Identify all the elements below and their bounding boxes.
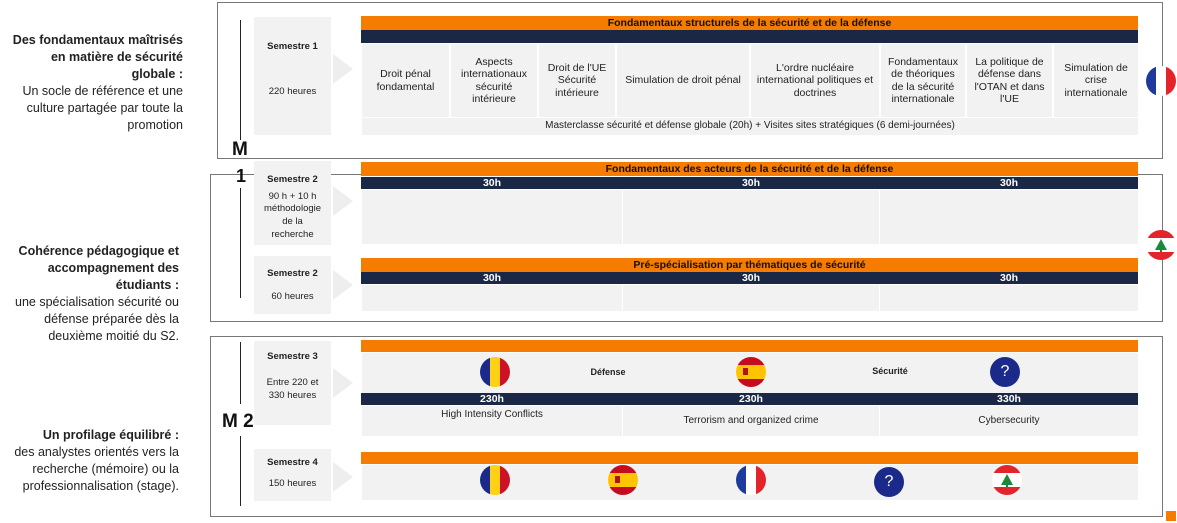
s2a-col-3-hours: 30h bbox=[999, 177, 1019, 189]
left-block-3-text: des analystes orientés vers la recherche (mémoire) ou la professionnalisation (stage). bbox=[14, 445, 179, 493]
s2b-col-1-hours: 30h bbox=[482, 272, 502, 284]
semester-1-arrow bbox=[333, 54, 353, 84]
s2a-col-3 bbox=[880, 190, 1138, 244]
left-block-1-text: Un socle de référence et une culture partagée par toute la promotion bbox=[22, 84, 183, 132]
s1-footer: Masterclasse sécurité et défense globale (20h) + Visites sites stratégiques (6 demi-journées) bbox=[362, 118, 1138, 135]
semester-3-title: Semestre 3 bbox=[267, 351, 318, 362]
s2a-banner: Fondamentaux des acteurs de la sécurité et de la défense bbox=[361, 162, 1138, 176]
semester-2a-hours-line1: 90 h + 10 h bbox=[268, 191, 317, 202]
semester-4-box bbox=[254, 449, 331, 501]
semester-2b-hours: 60 heures bbox=[271, 291, 314, 302]
s2b-col-2 bbox=[623, 285, 879, 311]
s4-unknown-flag-text: ? bbox=[884, 473, 894, 490]
s3-track-3: Cybersecurity bbox=[880, 406, 1138, 436]
m2-line-top bbox=[240, 342, 241, 404]
s2b-col-2-hours: 30h bbox=[741, 272, 761, 284]
semester-2a-title: Semestre 2 bbox=[267, 174, 318, 185]
semester-2b-arrow bbox=[333, 270, 353, 300]
s4-spain-flag-icon bbox=[608, 465, 638, 495]
s1-course-7: La politique de défense dans l'OTAN et dans l'UE bbox=[967, 44, 1052, 117]
left-block-2 bbox=[10, 243, 179, 345]
france-flag-icon bbox=[1146, 66, 1176, 96]
s4-romania-flag-icon bbox=[480, 465, 510, 495]
m2-label: M 2 bbox=[222, 411, 254, 432]
spain-flag-icon bbox=[736, 357, 766, 387]
s1-course-1: Droit pénal fondamental bbox=[362, 44, 449, 117]
s1-course-2: Aspects internationaux sécurité intérieure bbox=[451, 44, 537, 117]
left-block-1-bold: Des fondamentaux maîtrisés en matière de sécurité globale : bbox=[12, 33, 183, 81]
s3-track-2: Terrorism and organized crime bbox=[623, 406, 879, 436]
m1-line-top bbox=[240, 20, 241, 140]
semester-3-hours: Entre 220 et 330 heures bbox=[266, 377, 319, 401]
question-flag-icon bbox=[990, 357, 1020, 387]
s2b-col-1 bbox=[362, 285, 622, 311]
left-block-1 bbox=[10, 32, 183, 134]
s1-navy-bar bbox=[361, 30, 1138, 43]
s3-col-2-hours: 230h bbox=[739, 393, 763, 405]
s1-course-4: Simulation de droit pénal bbox=[617, 44, 749, 117]
s2a-col-1 bbox=[362, 190, 622, 244]
s1-course-5: L'ordre nucléaire international politiques et doctrines bbox=[751, 44, 879, 117]
s1-course-6: Fondamentaux de théoriques de la sécurité internationale bbox=[881, 44, 965, 117]
semester-3-arrow bbox=[333, 368, 353, 398]
left-block-2-text: une spécialisation sécurité ou défense préparée dès la deuxième moitié du S2. bbox=[15, 295, 179, 343]
s3-banner bbox=[361, 340, 1138, 352]
semester-1-box bbox=[254, 17, 331, 135]
s4-banner bbox=[361, 452, 1138, 464]
left-block-3 bbox=[10, 427, 179, 495]
semester-4-title: Semestre 4 bbox=[267, 457, 318, 468]
s1-course-3: Droit de l'UE Sécurité intérieure bbox=[539, 44, 615, 117]
semester-2b-box bbox=[254, 256, 331, 314]
s4-france-flag-icon bbox=[736, 465, 766, 495]
s2b-banner: Pré-spécialisation par thématiques de sécurité bbox=[361, 258, 1138, 272]
s3-unknown-flag-text: ? bbox=[1000, 363, 1010, 380]
s3-label-defense: Défense bbox=[590, 367, 626, 377]
s2b-col-3 bbox=[880, 285, 1138, 311]
s1-course-8: Simulation de crise internationale bbox=[1054, 44, 1138, 117]
s2b-col-3-hours: 30h bbox=[999, 272, 1019, 284]
s3-label-securite: Sécurité bbox=[872, 366, 908, 376]
semester-1-hours: 220 heures bbox=[268, 86, 317, 97]
semester-1-title: Semestre 1 bbox=[267, 41, 318, 52]
left-block-3-bold: Un profilage équilibré : bbox=[42, 428, 179, 442]
m1-label-bottom: 1 bbox=[236, 166, 247, 186]
semester-2a-arrow bbox=[333, 186, 353, 216]
s4-lebanon-flag-icon bbox=[992, 465, 1022, 495]
semester-2a-hours-line2: méthodologie de la recherche bbox=[264, 203, 322, 240]
s4-question-flag-icon bbox=[874, 467, 904, 497]
m1-line-bottom bbox=[240, 188, 241, 298]
s3-track-1: High Intensity Conflicts bbox=[362, 406, 622, 436]
s1-banner: Fondamentaux structurels de la sécurité et de la défense bbox=[361, 16, 1138, 30]
semester-4-arrow bbox=[333, 462, 353, 492]
s2a-col-2-hours: 30h bbox=[741, 177, 761, 189]
semester-2a-box bbox=[254, 161, 331, 245]
romania-flag-icon bbox=[480, 357, 510, 387]
semester-4-hours: 150 heures bbox=[268, 478, 317, 489]
s3-col-3-hours: 330h bbox=[997, 393, 1021, 405]
orange-corner-mark bbox=[1166, 511, 1176, 521]
s3-col-1-hours: 230h bbox=[480, 393, 504, 405]
m2-line-bottom bbox=[240, 436, 241, 506]
m1-label-top: M bbox=[232, 139, 248, 160]
s2a-col-2 bbox=[623, 190, 879, 244]
left-block-2-bold: Cohérence pédagogique et accompagnement des étudiants : bbox=[18, 244, 179, 292]
semester-2b-title: Semestre 2 bbox=[267, 268, 318, 279]
lebanon-flag-icon bbox=[1146, 230, 1176, 260]
s2a-col-1-hours: 30h bbox=[482, 177, 502, 189]
semester-3-box bbox=[254, 341, 331, 425]
